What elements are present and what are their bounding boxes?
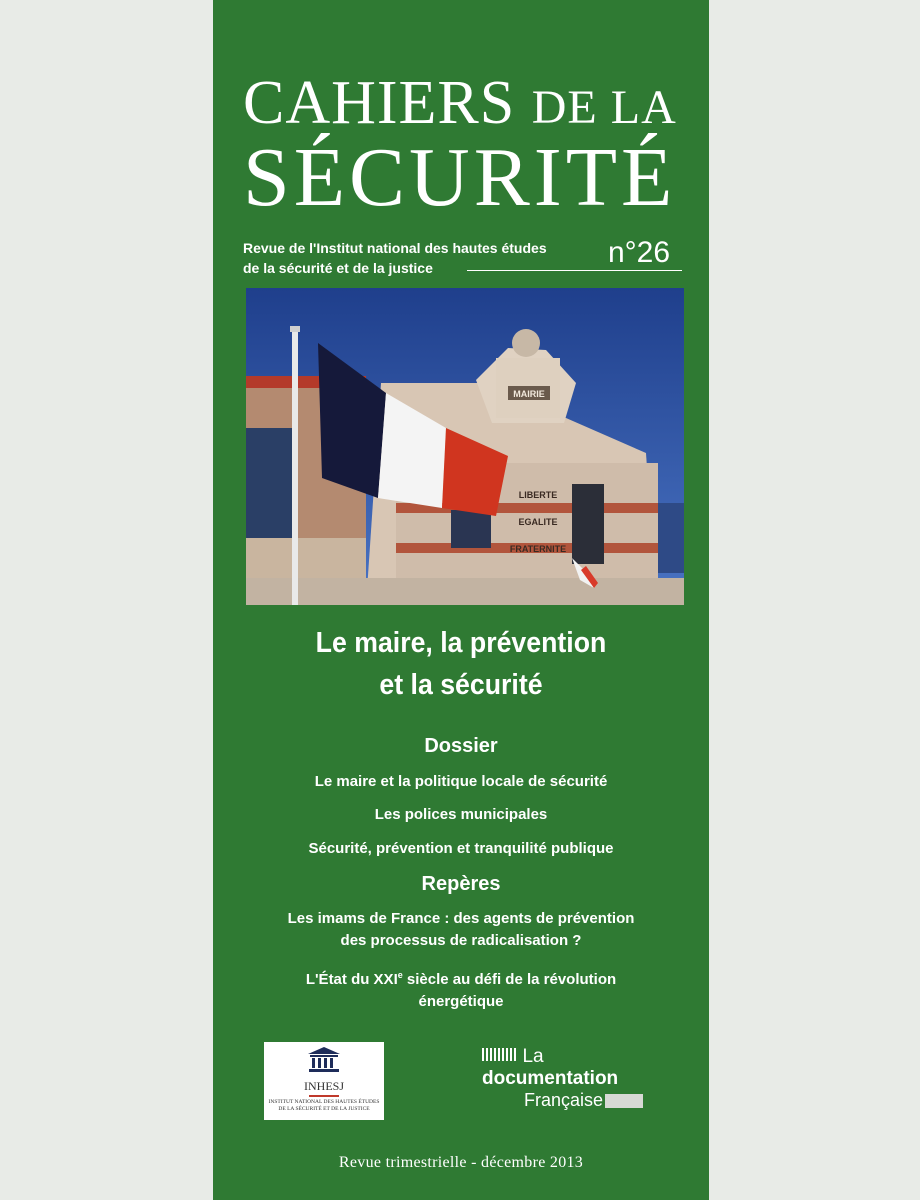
journal-subtitle: [243, 238, 583, 278]
dossier-heading: Dossier: [424, 735, 498, 757]
cover-photo-town-hall: [246, 288, 684, 605]
barcode-bars-icon: [482, 1048, 518, 1066]
title-cahiers: CAHIERS: [243, 69, 516, 137]
reperes-item-2-part-b: siècle au défi de la révolution: [402, 971, 617, 988]
documentation-francaise-logo: [482, 1046, 667, 1111]
reperes-item-2-sup: e: [397, 970, 403, 980]
docfr-francaise: Française: [524, 1090, 604, 1110]
sign-mairie: MAIRIE: [513, 389, 545, 399]
subtitle-line-2: de la sécurité et de la justice: [243, 260, 433, 276]
motto-fraternite: FRATERNITE: [509, 544, 567, 554]
motto-liberte: LIBERTE: [518, 490, 558, 500]
motto-egalite: EGALITE: [518, 517, 558, 527]
main-title-line-1: Le maire, la prévention: [315, 627, 607, 659]
reperes-item-1-line-1: Les imams de France : des agents de prévention: [287, 910, 635, 927]
reperes-item-1-line-2: des processus de radicalisation ?: [340, 932, 582, 949]
docfr-grey-box: [605, 1094, 643, 1108]
inhesj-full-line-1: INSTITUT NATIONAL DES HAUTES ÉTUDES: [268, 1099, 380, 1105]
subtitle-line-1: Revue de l'Institut national des hautes études: [243, 240, 547, 256]
title-securite: SÉCURITÉ: [243, 131, 677, 224]
inhesj-full-line-2: DE LA SÉCURITÉ ET DE LA JUSTICE: [278, 1106, 370, 1112]
issue-number: n°26: [608, 236, 671, 269]
main-title-line-2: et la sécurité: [379, 669, 543, 701]
reperes-item-2-line-2: énergétique: [418, 993, 504, 1010]
main-title: [213, 622, 709, 706]
dossier-item-3: Sécurité, prévention et tranquilité publique: [308, 840, 614, 857]
title-de-la: DE LA: [531, 81, 677, 134]
docfr-documentation: documentation: [482, 1068, 619, 1089]
inhesj-name: INHESJ: [303, 1079, 344, 1093]
dossier-item-1: Le maire et la politique locale de sécurité: [314, 773, 608, 790]
inhesj-logo: [264, 1042, 384, 1120]
reperes-item-2: [213, 964, 709, 1013]
reperes-heading: Repères: [421, 873, 501, 895]
journal-title: [243, 69, 693, 224]
reperes-item-1: [213, 908, 709, 952]
reperes-item-2-part-a: L'État du XXI: [305, 971, 398, 988]
subtitle-rule: [467, 270, 682, 271]
docfr-la: La: [522, 1046, 544, 1067]
dossier-item-2: Les polices municipales: [374, 806, 548, 823]
inhesj-underline: [309, 1095, 339, 1097]
institution-building-icon: [307, 1046, 341, 1072]
footer-periodicity-date: Revue trimestrielle - décembre 2013: [338, 1154, 584, 1171]
